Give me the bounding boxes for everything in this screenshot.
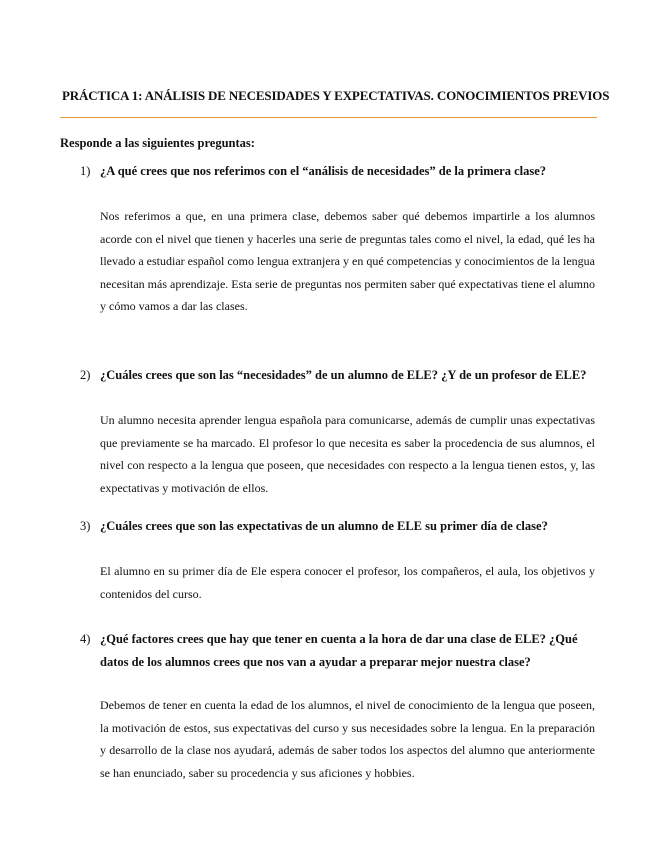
question-3-text: ¿Cuáles crees que son las expectativas de un alumno de ELE su primer día de clase? [100,519,548,533]
question-3 [80,515,600,538]
question-4-number: 4) [80,632,91,646]
question-2-number: 2) [80,368,91,382]
question-3-number: 3) [80,519,91,533]
answer-4: Debemos de tener en cuenta la edad de los alumnos, el nivel de conocimiento de la lengua que poseen, la motivación de estos, sus expectativas del curso y sus necesidades sobre la lengua. En la preparación y desarrollo de la clase nos ayudará, además de saber todos los aspectos del alumno que anteriormente se han enunciado, saber su procedencia y sus aficiones y hobbies. [100,698,595,780]
answer-1: Nos referimos a que, en una primera clase, debemos saber qué debemos impartirle a los alumnos acorde con el nivel que tienen y hacerles una serie de preguntas tales como el nivel, la edad, qué les ha llevado a estudiar español como lengua extranjera y en qué competencias y conocimientos de la lengua necesitan más aprendizaje. Esta serie de preguntas nos permiten saber qué expectativas tiene el alumno y cómo vamos a dar las clases. [100,209,595,314]
question-4 [80,628,600,674]
question-2 [80,364,600,387]
question-2-text: ¿Cuáles crees que son las “necesidades” de un alumno de ELE? ¿Y de un profesor de ELE? [100,368,587,382]
instructions-heading: Responde a las siguientes preguntas: [60,136,255,150]
question-1 [80,160,600,183]
document-title: PRÁCTICA 1: ANÁLISIS DE NECESIDADES Y EXPECTATIVAS. CONOCIMIENTOS PREVIOS [62,88,610,103]
question-1-text: ¿A qué crees que nos referimos con el “análisis de necesidades” de la primera clase? [100,164,547,178]
answer-3: El alumno en su primer día de Ele espera conocer el profesor, los compañeros, el aula, los objetivos y contenidos del curso. [100,564,595,601]
title-divider [60,117,597,118]
question-1-number: 1) [80,164,91,178]
answer-2: Un alumno necesita aprender lengua española para comunicarse, además de cumplir unas expectativas que previamente se ha marcado. El profesor lo que necesita es saber la procedencia de sus alumnos, el nivel con respecto a la lengua que poseen, que necesidades con respecto a la lengua tienen estos, y, las expectativas y motivación de ellos. [100,413,595,495]
question-4-text: ¿Qué factores crees que hay que tener en cuenta a la hora de dar una clase de ELE? ¿Qué datos de los alumnos crees que nos van a ayudar a preparar mejor nuestra clase? [100,632,578,669]
